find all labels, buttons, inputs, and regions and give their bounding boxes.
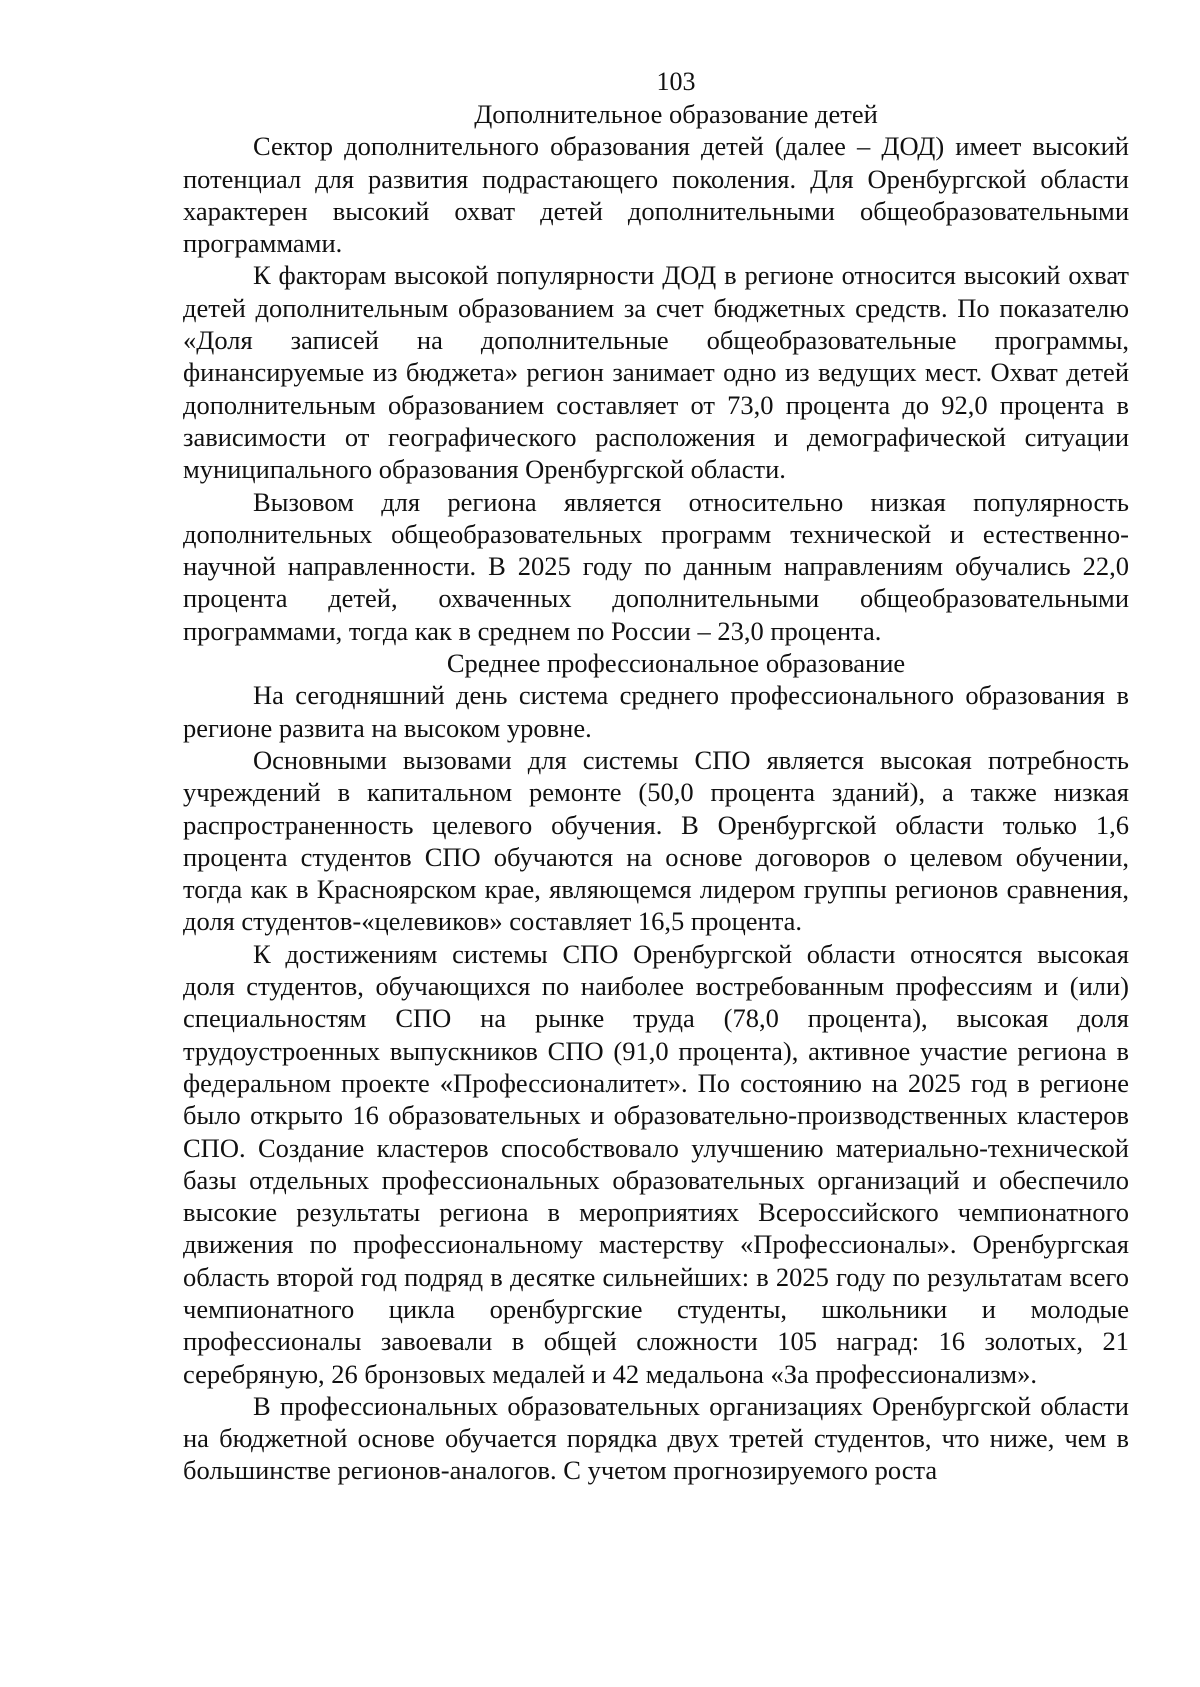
paragraph: На сегодняшний день система среднего профессионального образования в регионе развита на высоком уровне.: [183, 680, 1129, 743]
paragraph: В профессиональных образовательных организациях Оренбургской области на бюджетной основе обучается порядка двух третей студентов, что ниже, чем в большинстве регионов-аналогов. С учетом прогнозируемого роста: [183, 1390, 1129, 1486]
paragraph: Основными вызовами для системы СПО является высокая потребность учреждений в капитальном ремонте (50,0 процента зданий), а также низкая распространенность целевого обучения. В Оренбургской области только 1,6 процента студентов СПО обучаются на основе договоров о целевом обучении, тогда как в Красноярском крае, являющемся лидером группы регионов сравнения, доля студентов-«целевиков» составляет 16,5 процента.: [183, 744, 1129, 937]
paragraph: К достижениям системы СПО Оренбургской области относятся высокая доля студентов, обучающихся по наиболее востребованным профессиям и (или) специальностям СПО на рынке труда (78,0 процента), высокая доля трудоустроенных выпускников СПО (91,0 процента), активное участие региона в федеральном проекте «Профессионалитет». По состоянию на 2025 год в регионе было открыто 16 образовательных и образовательно-производственных кластеров СПО. Создание кластеров способствовало улучшению материально-технической базы отдельных профессиональных образовательных организаций и обеспечило высокие результаты региона в мероприятиях Всероссийского чемпионатного движения по профессиональному мастерству «Профессионалы». Оренбургская область второй год подряд в десятке сильнейших: в 2025 году по результатам всего чемпионатного цикла оренбургские студенты, школьники и молодые профессионалы завоевали в общей сложности 105 наград: 16 золотых, 21 серебряную, 26 бронзовых медалей и 42 медальона «За профессионализм».: [183, 938, 1129, 1389]
paragraph: Вызовом для региона является относительно низкая популярность дополнительных общеобразовательных программ технической и естественно-научной направленности. В 2025 году по данным направлениям обучались 22,0 процента детей, охваченных дополнительными общеобразовательными программами, тогда как в среднем по России – 23,0 процента.: [183, 486, 1129, 646]
paragraph: Сектор дополнительного образования детей (далее – ДОД) имеет высокий потенциал для развития подрастающего поколения. Для Оренбургской области характерен высокий охват детей дополнительными общеобразовательными программами.: [183, 131, 1129, 259]
page-number: 103: [656, 67, 696, 96]
section-heading-secondary-vocational: Среднее профессиональное образование: [446, 648, 906, 679]
section-heading-additional-education: Дополнительное образование детей: [474, 99, 878, 129]
paragraph: К факторам высокой популярности ДОД в регионе относится высокий охват детей дополнительным образованием за счет бюджетных средств. По показателю «Доля записей на дополнительные общеобразовательные программы, финансируемые из бюджета» регион занимает одно из ведущих мест. Охват детей дополнительным образованием составляет от 73,0 процента до 92,0 процента в зависимости от географического расположения и демографической ситуации муниципального образования Оренбургской области.: [183, 260, 1129, 485]
document-page: [183, 66, 1129, 1487]
